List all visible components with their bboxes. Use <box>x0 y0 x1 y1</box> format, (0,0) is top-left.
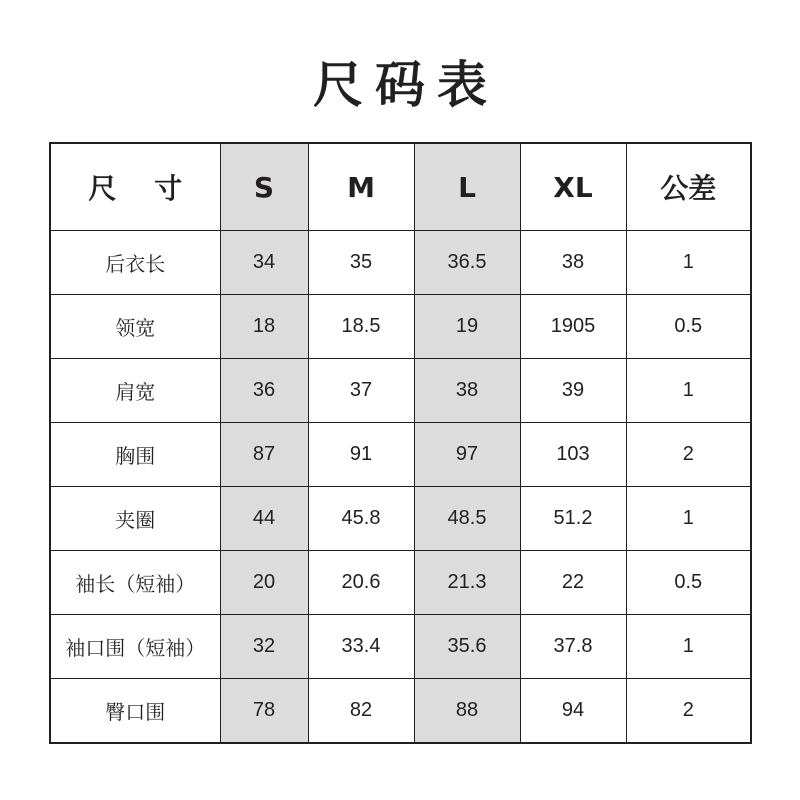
table-row <box>50 359 751 423</box>
cell-m: 45.8 <box>308 487 414 551</box>
cell-s: 20 <box>220 551 308 615</box>
table-row <box>50 423 751 487</box>
table-row <box>50 231 751 295</box>
cell-s: 78 <box>220 679 308 744</box>
cell-s: 44 <box>220 487 308 551</box>
row-label: 袖长（短袖） <box>50 551 220 615</box>
row-label: 领宽 <box>50 295 220 359</box>
cell-l: 19 <box>414 295 520 359</box>
cell-l: 48.5 <box>414 487 520 551</box>
cell-xl: 103 <box>520 423 626 487</box>
cell-l: 38 <box>414 359 520 423</box>
table-row <box>50 615 751 679</box>
table-header-row <box>50 143 751 231</box>
cell-s: 32 <box>220 615 308 679</box>
cell-s: 34 <box>220 231 308 295</box>
page-title: 尺码表 <box>313 56 499 114</box>
cell-xl: 39 <box>520 359 626 423</box>
cell-tolerance: 1 <box>626 359 751 423</box>
row-label: 肩宽 <box>50 359 220 423</box>
header-size-m: M <box>308 143 414 231</box>
size-chart-table <box>49 142 752 744</box>
table-row <box>50 551 751 615</box>
cell-l: 21.3 <box>414 551 520 615</box>
cell-xl: 51.2 <box>520 487 626 551</box>
header-size-s: S <box>220 143 308 231</box>
cell-m: 35 <box>308 231 414 295</box>
cell-l: 97 <box>414 423 520 487</box>
cell-xl: 37.8 <box>520 615 626 679</box>
cell-tolerance: 1 <box>626 615 751 679</box>
cell-tolerance: 1 <box>626 231 751 295</box>
cell-m: 18.5 <box>308 295 414 359</box>
cell-tolerance: 1 <box>626 487 751 551</box>
row-label: 后衣长 <box>50 231 220 295</box>
cell-l: 36.5 <box>414 231 520 295</box>
cell-m: 33.4 <box>308 615 414 679</box>
header-tolerance: 公差 <box>626 143 751 231</box>
row-label: 胸围 <box>50 423 220 487</box>
cell-l: 35.6 <box>414 615 520 679</box>
cell-m: 91 <box>308 423 414 487</box>
cell-s: 18 <box>220 295 308 359</box>
cell-xl: 94 <box>520 679 626 744</box>
cell-tolerance: 0.5 <box>626 551 751 615</box>
cell-s: 36 <box>220 359 308 423</box>
cell-l: 88 <box>414 679 520 744</box>
header-size-l: L <box>414 143 520 231</box>
cell-s: 87 <box>220 423 308 487</box>
cell-tolerance: 0.5 <box>626 295 751 359</box>
table-row <box>50 487 751 551</box>
cell-xl: 1905 <box>520 295 626 359</box>
table-row <box>50 679 751 744</box>
cell-xl: 38 <box>520 231 626 295</box>
row-label: 臀口围 <box>50 679 220 744</box>
cell-tolerance: 2 <box>626 679 751 744</box>
row-label: 袖口围（短袖） <box>50 615 220 679</box>
row-label: 夹圈 <box>50 487 220 551</box>
cell-m: 20.6 <box>308 551 414 615</box>
cell-tolerance: 2 <box>626 423 751 487</box>
cell-xl: 22 <box>520 551 626 615</box>
header-size-xl: XL <box>520 143 626 231</box>
header-size-label: 尺 寸 <box>50 143 220 231</box>
cell-m: 82 <box>308 679 414 744</box>
table-row <box>50 295 751 359</box>
cell-m: 37 <box>308 359 414 423</box>
